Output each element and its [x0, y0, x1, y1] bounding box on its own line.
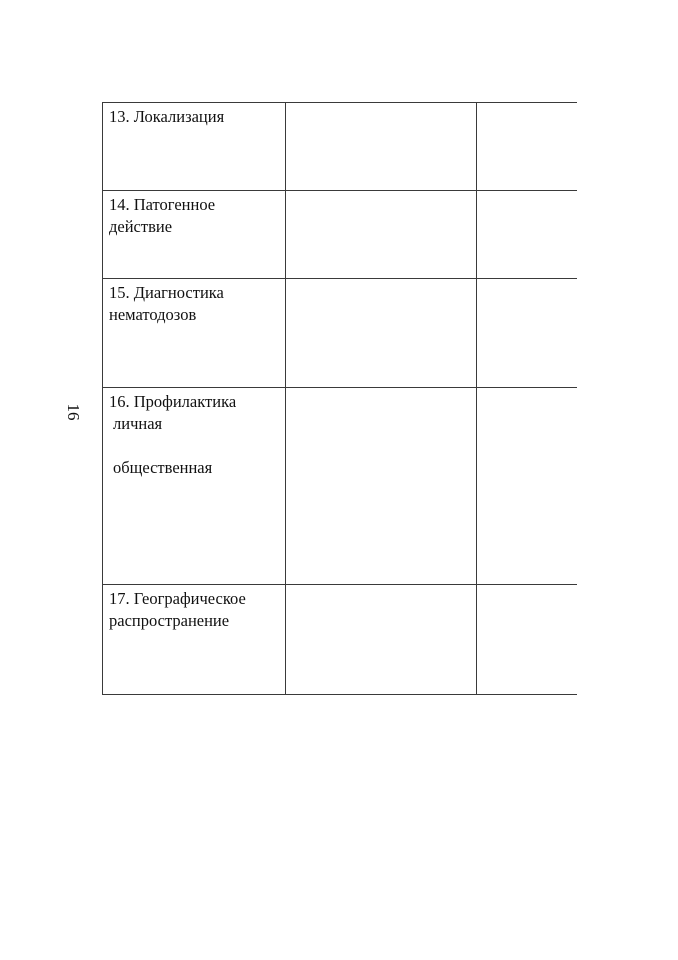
row-label: 13. Локализация — [109, 107, 225, 126]
table-row — [103, 191, 577, 279]
table-row — [103, 585, 577, 695]
table-row — [103, 279, 577, 388]
answer-cell[interactable] — [286, 388, 477, 585]
answer-cell[interactable] — [286, 191, 477, 279]
spacer — [109, 435, 279, 457]
row-label-cell — [103, 191, 286, 279]
row-sublabel-personal: личная — [113, 414, 163, 433]
table-row — [103, 103, 577, 191]
row-label-cell — [103, 585, 286, 695]
row-label-cell — [103, 279, 286, 388]
answer-cell[interactable] — [286, 279, 477, 388]
row-label: 14. Патогенное действие — [109, 195, 216, 236]
answer-cell[interactable] — [477, 585, 577, 695]
table-row — [103, 388, 577, 585]
row-label-cell — [103, 103, 286, 191]
row-label: 17. Географическое распространение — [109, 589, 246, 630]
answer-cell[interactable] — [477, 388, 577, 585]
study-form-table — [102, 102, 577, 695]
answer-cell[interactable] — [286, 103, 477, 191]
row-label: 15. Диагностика нематодозов — [109, 283, 224, 324]
answer-cell[interactable] — [286, 585, 477, 695]
answer-cell[interactable] — [477, 103, 577, 191]
page-number: 16 — [64, 403, 83, 421]
row-sublabel-public: общественная — [113, 458, 213, 477]
answer-cell[interactable] — [477, 191, 577, 279]
row-label-cell — [103, 388, 286, 585]
answer-cell[interactable] — [477, 279, 577, 388]
row-label: 16. Профилактика — [109, 392, 237, 411]
